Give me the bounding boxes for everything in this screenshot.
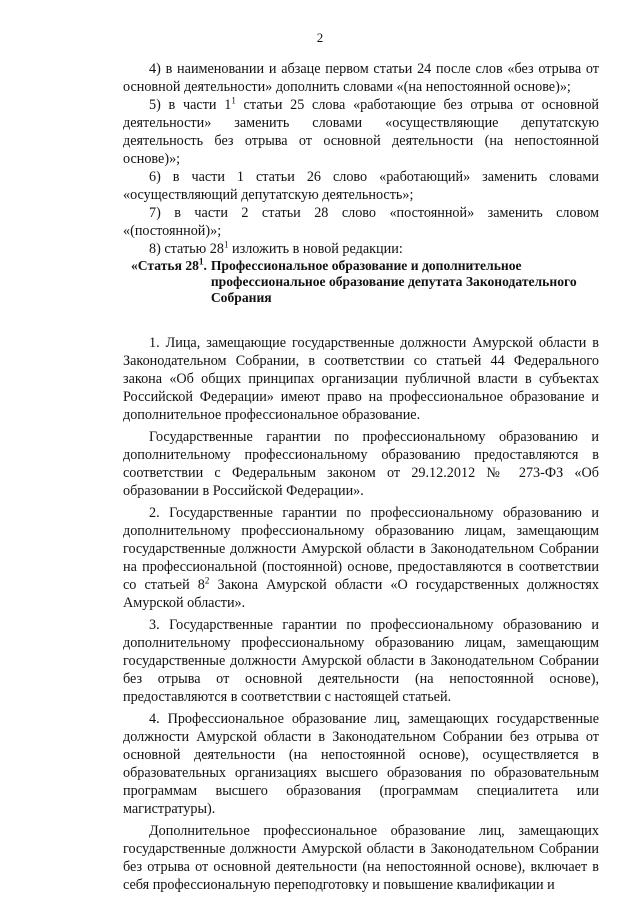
article-title: Профессиональное образование и дополнительное профессиональное образование депутата Законодательного Собрания — [210, 258, 577, 305]
amendment-item-8: 8) статью $28^1$ изложить в новой редакции: — [149, 239, 403, 257]
article-paragraph-4: 4. Профессиональное образование лиц, замещающих государственные должности Амурской области в Законодательном Собрании без отрыва от основной деятельности (на непостоянной основе), осуществляется в образовательных организациях высшего образования по образовательным программам высшего образования (программам специалитета или магистратуры). — [123, 711, 599, 817]
article-paragraph-3: 3. Государственные гарантии по профессиональному образованию и дополнительному профессиональному образованию лицам, замещающим государственные должности Амурской области в Законодательном Собрании без отрыва от основной деятельности (на непостоянной основе), предоставляются в соответствии с настоящей статьей. — [123, 617, 599, 705]
article-paragraph-4b: Дополнительное профессиональное образование лиц, замещающих государственные должности Амурской области в Законодательном Собрании без отрыва от основной деятельности (на непостоянной основе), включает в себя профессиональную переподготовку и повышение квалификации и — [123, 823, 599, 893]
article-heading: «Статья $28^1$. Профессиональное образование и дополнительное профессиональное образование депутата Законодательного Собрания — [123, 258, 599, 306]
amendment-item-7: 7) в части 2 статьи 28 слово «постоянной» заменить словом «(постоянной)»; — [123, 205, 599, 239]
article-paragraph-1b: Государственные гарантии по профессиональному образованию и дополнительному профессиональному образованию предоставляются в соответствии с Федеральным законом от 29.12.2012 № 273-ФЗ «Об образовании в Российской Федерации». — [123, 429, 599, 499]
article-paragraph-2: 2. Государственные гарантии по профессиональному образованию и дополнительному профессиональному образованию лицам, замещающим государственные должности Амурской области в Законодательном Собрании на профессиональной (постоянной) основе, предоставляются в соответствии со статьей $8^2$ Закона Амурской области «О государственных должностях Амурской области». — [123, 505, 600, 611]
amendment-item-6: 6) в части 1 статьи 26 слово «работающий» заменить словами «осуществляющий депутатскую деятельность»; — [123, 169, 599, 203]
amendment-item-5: 5) в части $1^1$ статьи 25 слова «работающие без отрыва от основной деятельности» заменить словами «осуществляющие депутатскую деятельность без отрыва от основной деятельности (на непостоянной основе)»; — [123, 95, 600, 167]
superscript: 1 — [231, 95, 236, 106]
superscript: 2 — [204, 575, 210, 586]
superscript: 1 — [223, 239, 229, 250]
page-number: 2 — [316, 30, 324, 45]
article-paragraph-1: 1. Лица, замещающие государственные должности Амурской области в Законодательном Собрании, в соответствии со статьей 44 Федерального закона «Об общих принципах организации публичной власти в субъектах Российской Федерации» имеют право на профессиональное образование и дополнительное профессиональное образование. — [123, 335, 599, 423]
document-body — [123, 60, 599, 894]
amendment-item-4: 4) в наименовании и абзаце первом статьи 24 после слов «без отрыва от основной деятельности» дополнить словами «(на непостоянной основе)»; — [123, 61, 599, 95]
